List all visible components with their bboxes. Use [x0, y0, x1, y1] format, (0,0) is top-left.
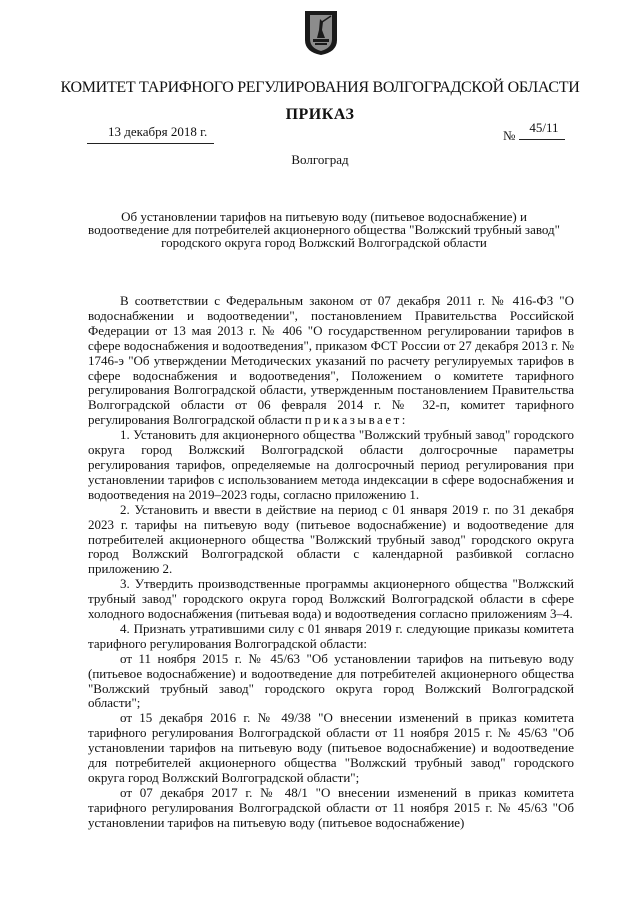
document-type-title: ПРИКАЗ	[285, 106, 355, 123]
number-label: №	[503, 128, 516, 143]
preamble-paragraph	[88, 294, 574, 428]
number-underline	[519, 139, 565, 140]
volgograd-coat-of-arms-icon	[304, 10, 338, 56]
repealed-order-2: от 15 декабря 2016 г. № 49/38 "О внесении изменений в приказ комитета тарифного регулирования Волгоградской области от 11 ноября 2015 г. № 45/63 "Об установлении тарифов на питьевую воду (питьевое водоснабжение) и водоотведение для потребителей акционерного общества "Волжский трубный завод" городского округа город Волжский Волгоградской области";	[88, 710, 574, 785]
order-item-4: 4. Признать утратившими силу с 01 января 2019 г. следующие приказы комитета тарифного регулирования Волгоградской области:	[88, 620, 574, 651]
repealed-order-3: от 07 декабря 2017 г. № 48/1 "О внесении изменений в приказ комитета тарифного регулирования Волгоградской области от 11 ноября 2015 г. № 45/63 "Об установлении тарифов на питьевую воду (питьевое водоснабжение)	[88, 784, 574, 830]
order-item-3: 3. Утвердить производственные программы акционерного общества "Волжский трубный завод" городского округа город Волжский Волгоградской области в сфере холодного водоснабжения (питьевая вода) и водоотведения согласно приложениям 3–4.	[88, 576, 574, 622]
repealed-order-1: от 11 ноября 2015 г. № 45/63 "Об установлении тарифов на питьевую воду (питьевое водоснабжение) и водоотведение для потребителей акционерного общества "Волжский трубный завод" городского округа город Волжский Волгоградской области";	[88, 650, 574, 711]
order-item-2: 2. Установить и ввести в действие на период с 01 января 2019 г. по 31 декабря 2023 г. тарифы на питьевую воду (питьевое водоснабжение) и водоотведение для потребителей акционерного общества "Волжский трубный завод" городского округа город Волжский Волгоградской области с календарной разбивкой согласно приложению 2.	[88, 501, 574, 577]
order-item-1: 1. Установить для акционерного общества "Волжский трубный завод" городского округа город Волжский Волгоградской области долгосрочные параметры регулирования тарифов, определяемые на долгосрочный период регулирования при установлении тарифов с использованием метода индексации в сфере водоснабжения и водоотведения на 2019–2023 годы, согласно приложению 1.	[88, 427, 574, 502]
document-date: 13 декабря 2018 г.	[108, 124, 208, 139]
document-body	[88, 294, 574, 831]
document-number: 45/11	[529, 120, 559, 135]
order-word: приказывает:	[304, 412, 408, 428]
preamble-text: В соответствии с Федеральным законом от 07 декабря 2011 г. № 416-ФЗ "О водоснабжении и водоотведении", постановлением Правительства Российской Федерации от 13 мая 2013 г. № 406 "О государственном регулировании тарифов в сфере водоснабжения и водоотведения", приказом ФСТ России от 27 декабря 2013 г. № 1746-э "Об утверждении Методических указаний по расчету регулируемых тарифов в сфере водоснабжения и водоотведения", Положением о комитете тарифного регулирования Волгоградской области, утвержденным постановлением Правительства Волгоградской области от 06 февраля 2014 г. № 32-п, комитет тарифного регулирования Волгоградской области	[88, 293, 574, 428]
date-underline	[87, 143, 214, 144]
document-subject: Об установлении тарифов на питьевую воду (питьевое водоснабжение) и водоотведение для потребителей акционерного общества "Волжский трубный завод" городского округа город Волжский Волгоградской области	[88, 209, 560, 250]
city-name: Волгоград	[291, 152, 349, 167]
organization-name: КОМИТЕТ ТАРИФНОГО РЕГУЛИРОВАНИЯ ВОЛГОГРАДСКОЙ ОБЛАСТИ	[60, 79, 580, 96]
